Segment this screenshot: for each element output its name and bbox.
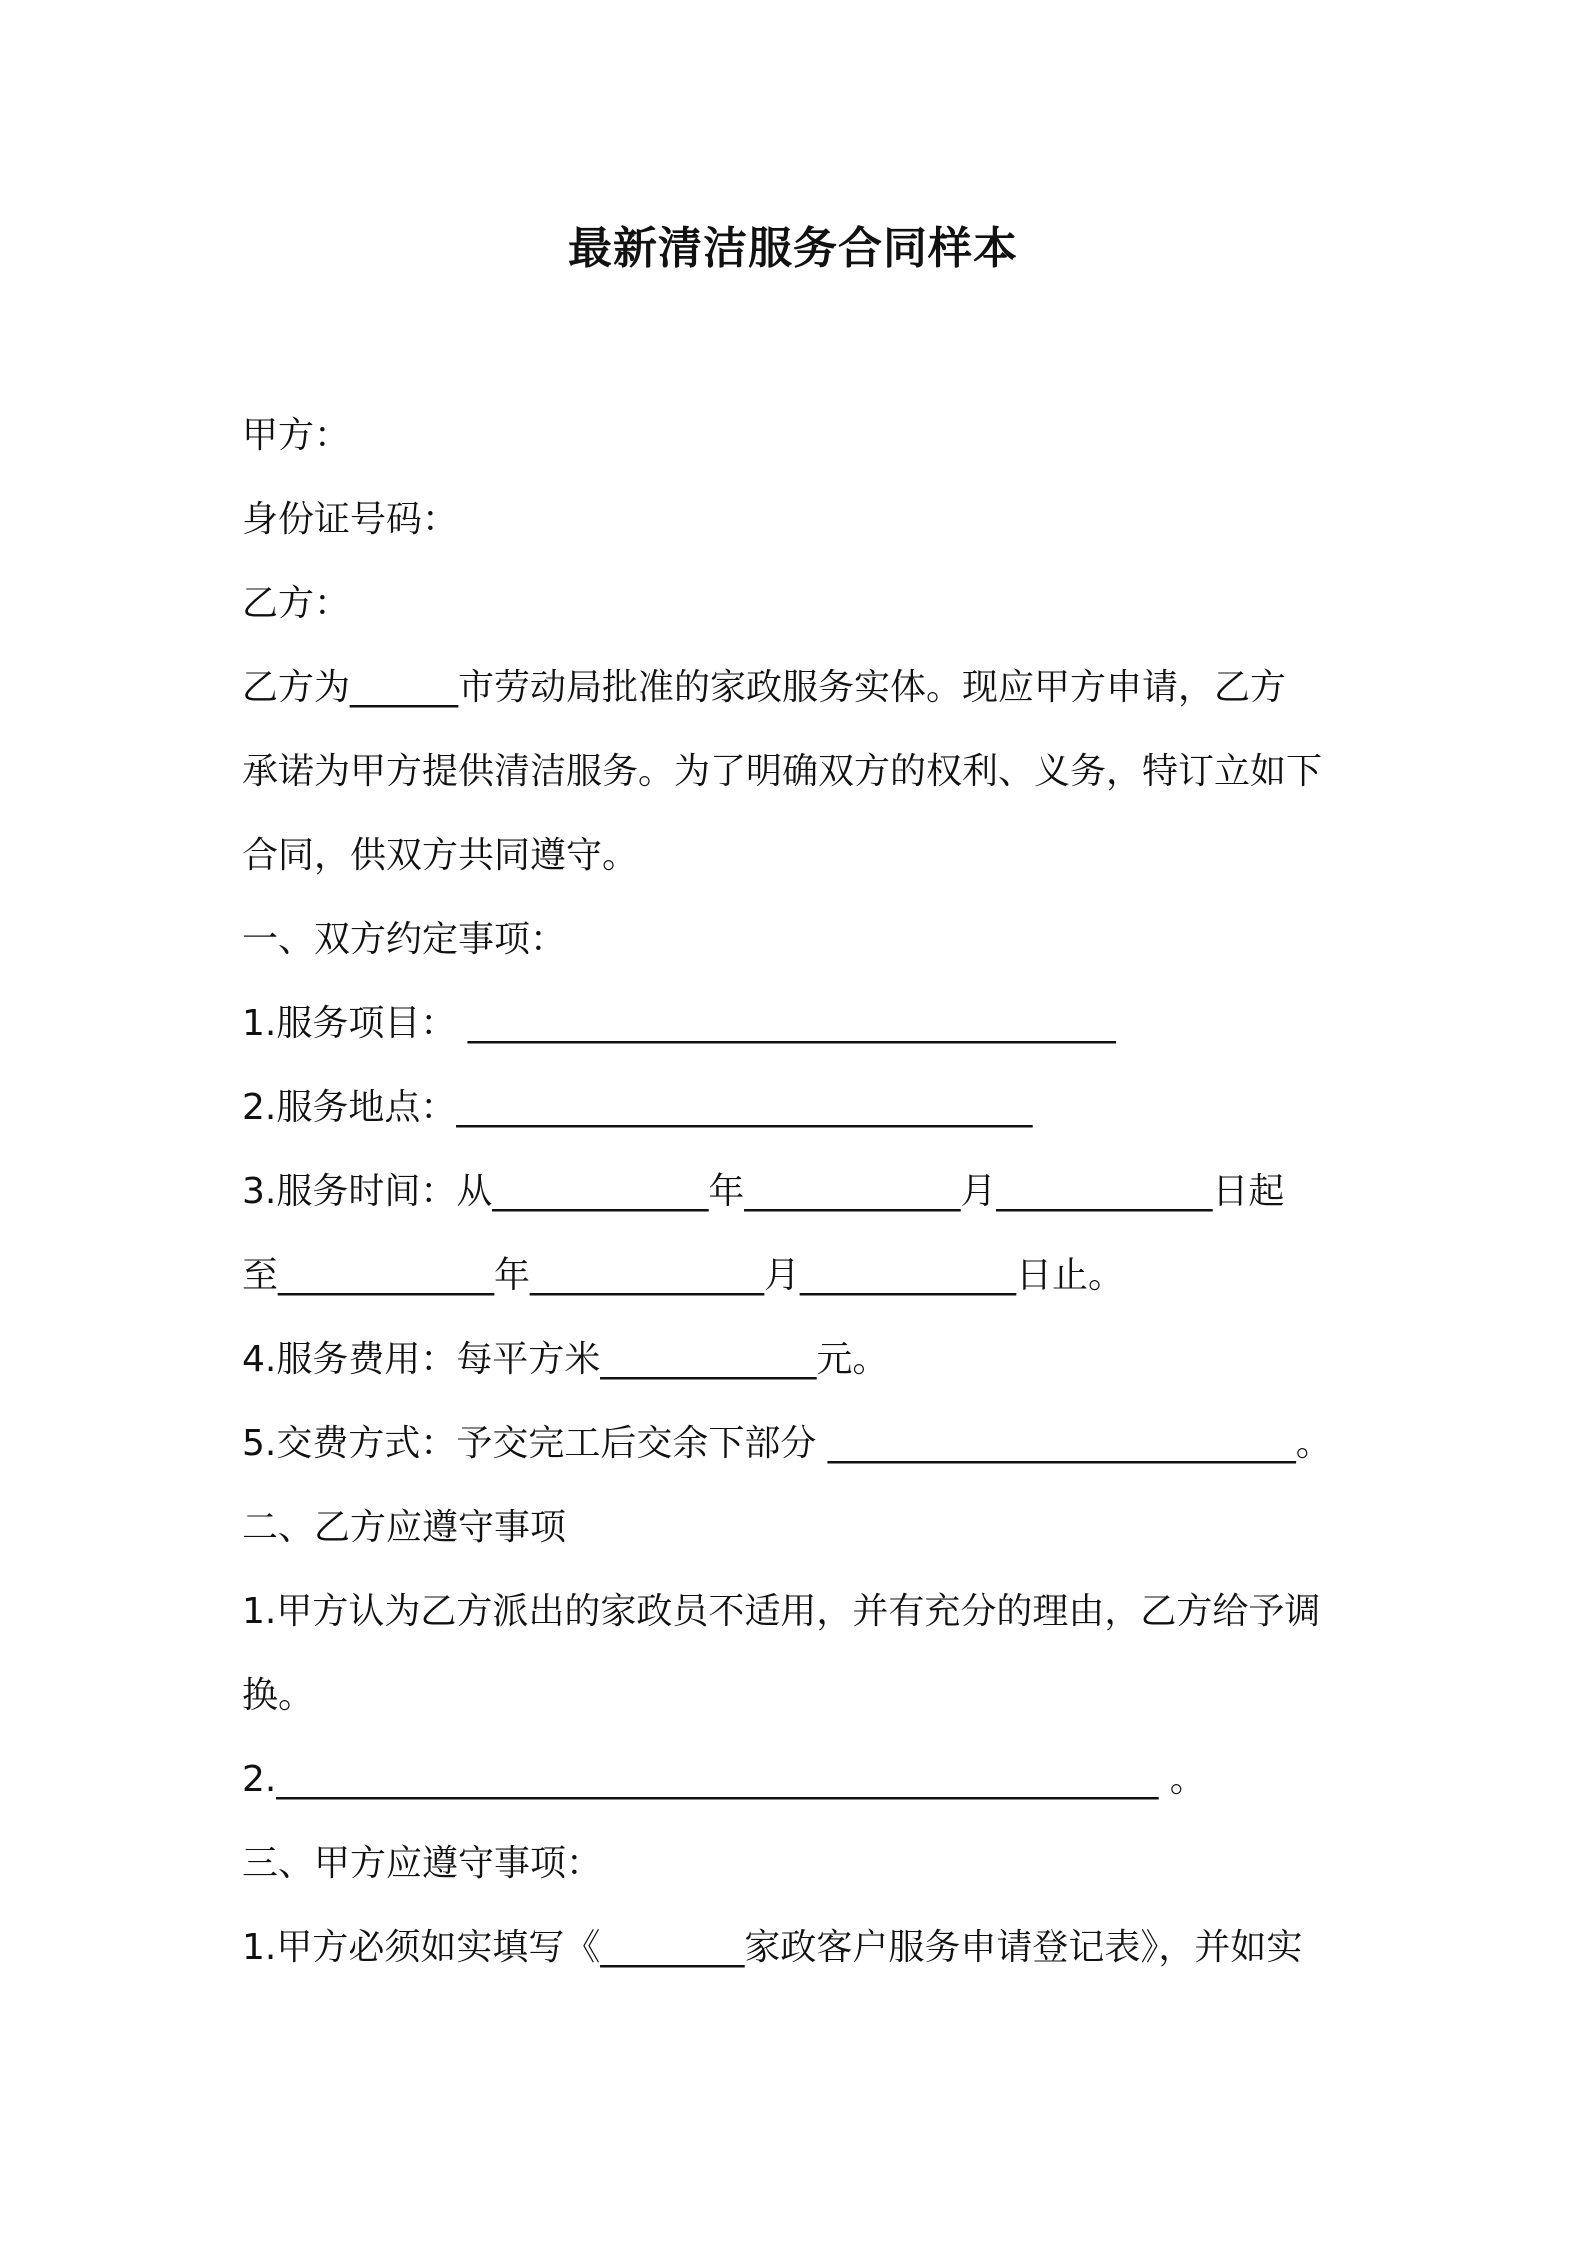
clause-b-1-line-2: 换。	[242, 1675, 315, 1716]
document-title: 最新清洁服务合同样本	[568, 223, 1018, 274]
preamble-line-3: 合同，供双方共同遵守。	[242, 835, 639, 876]
section-heading-1: 一、双方约定事项：	[242, 919, 567, 960]
clause-service-time-line-2: 至____________年_____________月____________日止。	[242, 1255, 1125, 1296]
clause-service-location: 2.服务地点：________________________________	[242, 1087, 1033, 1128]
id-number-label: 身份证号码：	[242, 499, 459, 540]
clause-payment-method: 5.交费方式：予交完工后交余下部分 __________________________。	[242, 1423, 1332, 1464]
clause-service-item: 1.服务项目： ____________________________________	[242, 1003, 1116, 1044]
preamble-line-1: 乙方为______市劳动局批准的家政服务实体。现应甲方申请，乙方	[242, 667, 1287, 708]
party-b-label: 乙方：	[242, 583, 351, 624]
clause-b-1-line-1: 1.甲方认为乙方派出的家政员不适用，并有充分的理由，乙方给予调	[242, 1591, 1321, 1632]
preamble-line-2: 承诺为甲方提供清洁服务。为了明确双方的权利、义务，特订立如下	[242, 751, 1323, 792]
clause-service-fee: 4.服务费用：每平方米____________元。	[242, 1339, 889, 1380]
party-a-label: 甲方：	[242, 415, 351, 456]
clause-a-1-line-1: 1.甲方必须如实填写《________家政客户服务申请登记表》，并如实	[242, 1927, 1303, 1968]
section-heading-3: 三、甲方应遵守事项：	[242, 1843, 603, 1884]
section-heading-2: 二、乙方应遵守事项	[242, 1507, 567, 1548]
clause-service-time-line-1: 3.服务时间：从____________年____________月____________日起	[242, 1171, 1285, 1212]
clause-b-2: 2._________________________________________________ 。	[242, 1759, 1206, 1800]
